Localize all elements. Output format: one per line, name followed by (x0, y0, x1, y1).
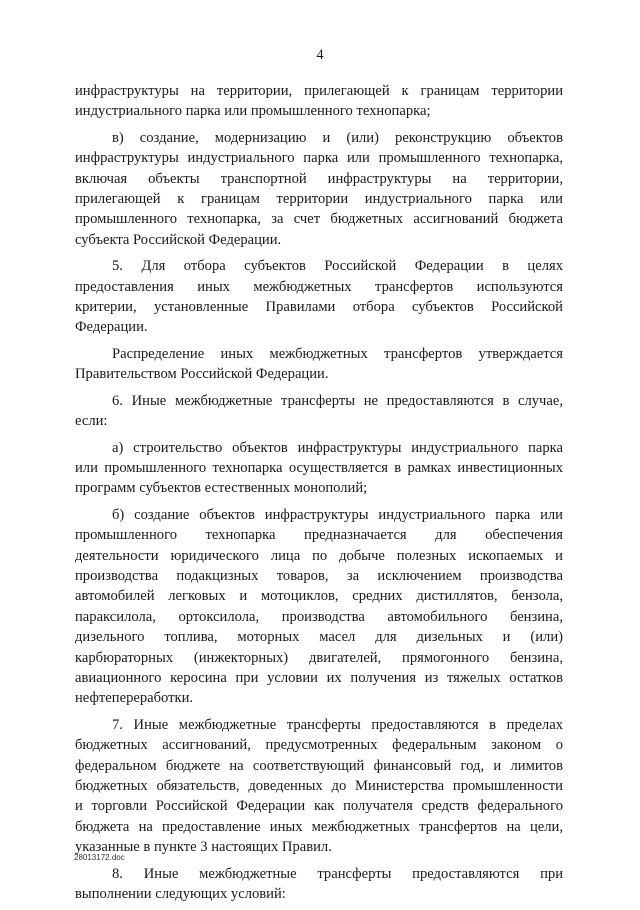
paragraph (75, 256, 563, 338)
text-line: 5. Для отбора субъектов Российской Федерации в целях (112, 258, 563, 275)
text-line: карбюраторных (инжекторных) двигателей, прямогонного бензина, (75, 649, 563, 666)
text-line: промышленного технопарка, за счет бюджетных ассигнований бюджета (75, 211, 563, 228)
text-line: дизельного топлива, моторных масел для дизельных и (или) (75, 629, 563, 646)
paragraph (75, 391, 563, 432)
text-line: бюджетных ассигнований, предусмотренных федеральным законом о (75, 737, 563, 754)
text-line: 6. Иные межбюджетные трансферты не предоставляются в случае, (112, 392, 563, 409)
text-line: федеральном бюджете на соответствующий финансовый год, и лимитов (75, 757, 563, 774)
text-line: включая объекты транспортной инфраструктуры на территории, (75, 170, 563, 187)
text-line: указанные в пункте 3 настоящих Правил. (75, 839, 332, 856)
paragraph (75, 505, 563, 709)
text-line: авиационного керосина при условии их получения из тяжелых остатков (75, 669, 563, 686)
text-line: промышленного технопарка предназначается для обеспечения (75, 527, 563, 544)
paragraph (75, 864, 563, 905)
text-line: нефтепереработки. (75, 690, 194, 707)
text-line: индустриального парка или промышленного технопарка; (75, 103, 431, 120)
text-line: прилегающей к границам территории индустриального парка или (75, 191, 563, 208)
text-line: инфраструктуры индустриального парка или промышленного технопарка, (75, 150, 563, 167)
text-line: Федерации. (75, 319, 148, 336)
document-body (75, 81, 563, 910)
text-line: если: (75, 413, 108, 430)
text-line: в) создание, модернизацию и (или) реконструкцию объектов (112, 129, 563, 146)
paragraph (75, 715, 563, 858)
text-line: а) строительство объектов инфраструктуры индустриального парка (112, 439, 563, 456)
text-line: Правительством Российской Федерации. (75, 366, 329, 383)
paragraph (75, 81, 563, 122)
paragraph (75, 438, 563, 499)
text-line: производства подакцизных товаров, за исключением производства (75, 567, 563, 584)
text-line: деятельности юридического лица по добыче полезных ископаемых и (75, 547, 563, 564)
page-number: 4 (316, 47, 324, 63)
text-line: параксилола, ортоксилола, производства автомобильного бензина, (75, 608, 563, 625)
text-line: субъекта Российской Федерации. (75, 231, 282, 248)
text-line: и торговли Российской Федерации как получателя средств федерального (75, 798, 563, 815)
text-line: автомобилей легковых и мотоциклов, средних дистиллятов, бензола, (75, 588, 563, 605)
text-line: выполнении следующих условий: (75, 886, 286, 903)
text-line: Распределение иных межбюджетных трансфертов утверждается (112, 345, 563, 362)
text-line: или промышленного технопарка осуществляется в рамках инвестиционных (75, 459, 563, 476)
text-line: б) создание объектов инфраструктуры индустриального парка или (112, 506, 563, 523)
text-line: 7. Иные межбюджетные трансферты предоставляются в пределах (112, 716, 563, 733)
paragraph (75, 344, 563, 385)
file-footer: 28013172.doc (74, 853, 125, 862)
text-line: программ субъектов естественных монополий; (75, 480, 368, 497)
text-line: предоставления иных межбюджетных трансфертов используются (75, 278, 563, 295)
text-line: бюджета на предоставление иных межбюджетных трансфертов на цели, (75, 818, 563, 835)
text-line: бюджетных обязательств, доведенных до Министерства промышленности (75, 778, 563, 794)
text-line: критерии, установленные Правилами отбора субъектов Российской (75, 299, 563, 316)
text-line: инфраструктуры на территории, прилегающей к границам территории (75, 83, 563, 99)
paragraph (75, 128, 563, 250)
text-line: 8. Иные межбюджетные трансферты предоставляются при (112, 865, 563, 882)
